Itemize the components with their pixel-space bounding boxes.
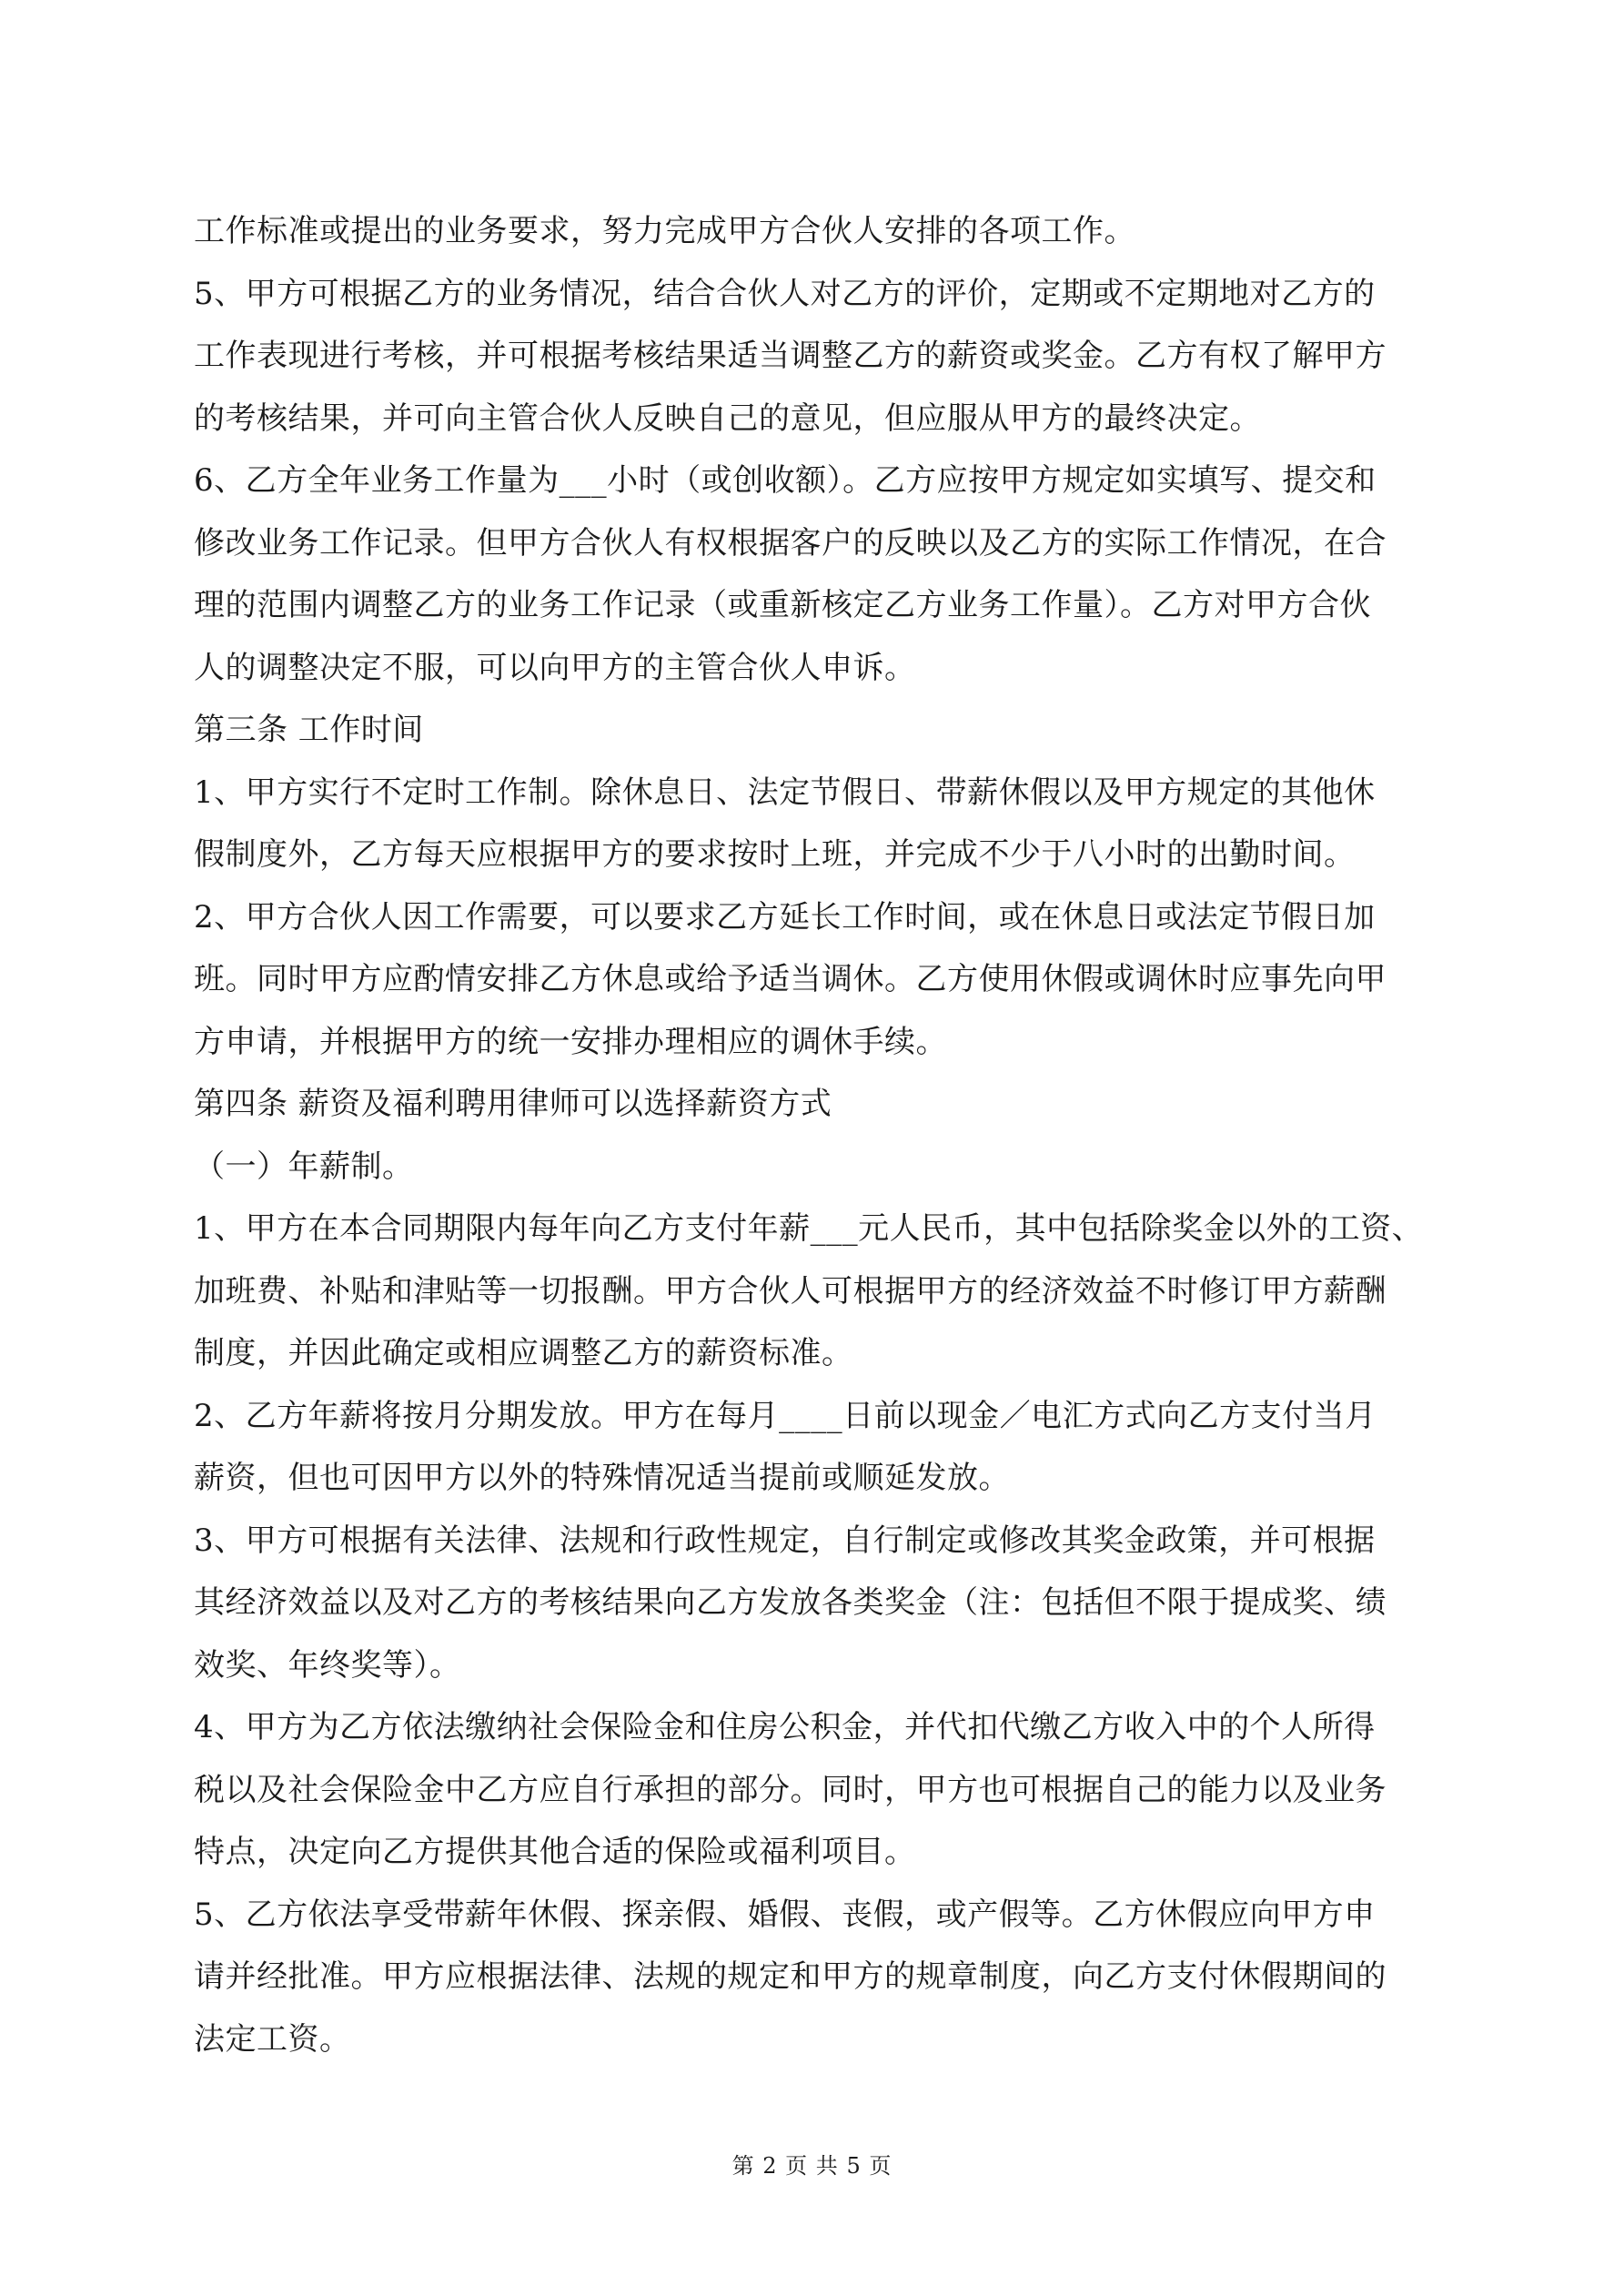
text-line: 1、甲方在本合同期限内每年向乙方支付年薪___元人民币，其中包括除奖金以外的工资、 [194, 1210, 1424, 1247]
text-line: 假制度外，乙方每天应根据甲方的要求按时上班，并完成不少于八小时的出勤时间。 [194, 836, 1356, 873]
text-line: 税以及社会保险金中乙方应自行承担的部分。同时，甲方也可根据自己的能力以及业务 [194, 1771, 1387, 1808]
text-line: 的考核结果，并可向主管合伙人反映自己的意见，但应服从甲方的最终决定。 [194, 400, 1261, 437]
text-line: 工作标准或提出的业务要求，努力完成甲方合伙人安排的各项工作。 [194, 213, 1135, 249]
document-body [194, 200, 1431, 2070]
section-heading: 第四条 薪资及福利聘用律师可以选择薪资方式 [194, 1086, 832, 1122]
text-line: 1、甲方实行不定时工作制。除休息日、法定节假日、带薪休假以及甲方规定的其他休 [194, 774, 1376, 811]
page-number-footer: 第 2 页 共 5 页 [731, 2153, 893, 2179]
text-line: 效奖、年终奖等）。 [194, 1646, 461, 1684]
text-line: 5、乙方依法享受带薪年休假、探亲假、婚假、丧假，或产假等。乙方休假应向甲方申 [194, 1896, 1376, 1933]
text-line: 特点，决定向乙方提供其他合适的保险或福利项目。 [194, 1834, 916, 1870]
text-line: 制度，并因此确定或相应调整乙方的薪资标准。 [194, 1335, 853, 1371]
text-line: 班。同时甲方应酌情安排乙方休息或给予适当调休。乙方使用休假或调休时应事先向甲 [194, 961, 1387, 997]
subsection-heading: （一）年薪制。 [194, 1148, 414, 1185]
text-line: 理的范围内调整乙方的业务工作记录（或重新核定乙方业务工作量）。乙方对甲方合伙 [194, 587, 1371, 623]
text-line: 方申请，并根据甲方的统一安排办理相应的调休手续。 [194, 1023, 947, 1060]
text-line: 工作表现进行考核，并可根据考核结果适当调整乙方的薪资或奖金。乙方有权了解甲方 [194, 338, 1387, 374]
text-line: 3、甲方可根据有关法律、法规和行政性规定，自行制定或修改其奖金政策，并可根据 [194, 1522, 1376, 1559]
text-line: 薪资，但也可因甲方以外的特殊情况适当提前或顺延发放。 [194, 1460, 1010, 1496]
text-line: 2、乙方年薪将按月分期发放。甲方在每月____日前以现金／电汇方式向乙方支付当月 [194, 1397, 1377, 1434]
text-line: 6、乙方全年业务工作量为___小时（或创收额）。乙方应按甲方规定如实填写、提交和 [194, 462, 1377, 499]
text-line: 请并经批准。甲方应根据法律、法规的规定和甲方的规章制度，向乙方支付休假期间的 [194, 1958, 1387, 1995]
text-line: 修改业务工作记录。但甲方合伙人有权根据客户的反映以及乙方的实际工作情况，在合 [194, 524, 1387, 561]
text-line: 人的调整决定不服，可以向甲方的主管合伙人申诉。 [194, 649, 916, 686]
text-line: 4、甲方为乙方依法缴纳社会保险金和住房公积金，并代扣代缴乙方收入中的个人所得 [194, 1709, 1376, 1745]
text-line: 加班费、补贴和津贴等一切报酬。甲方合伙人可根据甲方的经济效益不时修订甲方薪酬 [194, 1272, 1387, 1310]
section-heading: 第三条 工作时间 [194, 712, 424, 748]
text-line: 其经济效益以及对乙方的考核结果向乙方发放各类奖金（注：包括但不限于提成奖、绩 [194, 1584, 1387, 1621]
text-line: 法定工资。 [194, 2020, 351, 2058]
text-line: 5、甲方可根据乙方的业务情况，结合合伙人对乙方的评价，定期或不定期地对乙方的 [194, 275, 1376, 312]
text-line: 2、甲方合伙人因工作需要，可以要求乙方延长工作时间，或在休息日或法定节假日加 [194, 898, 1376, 936]
